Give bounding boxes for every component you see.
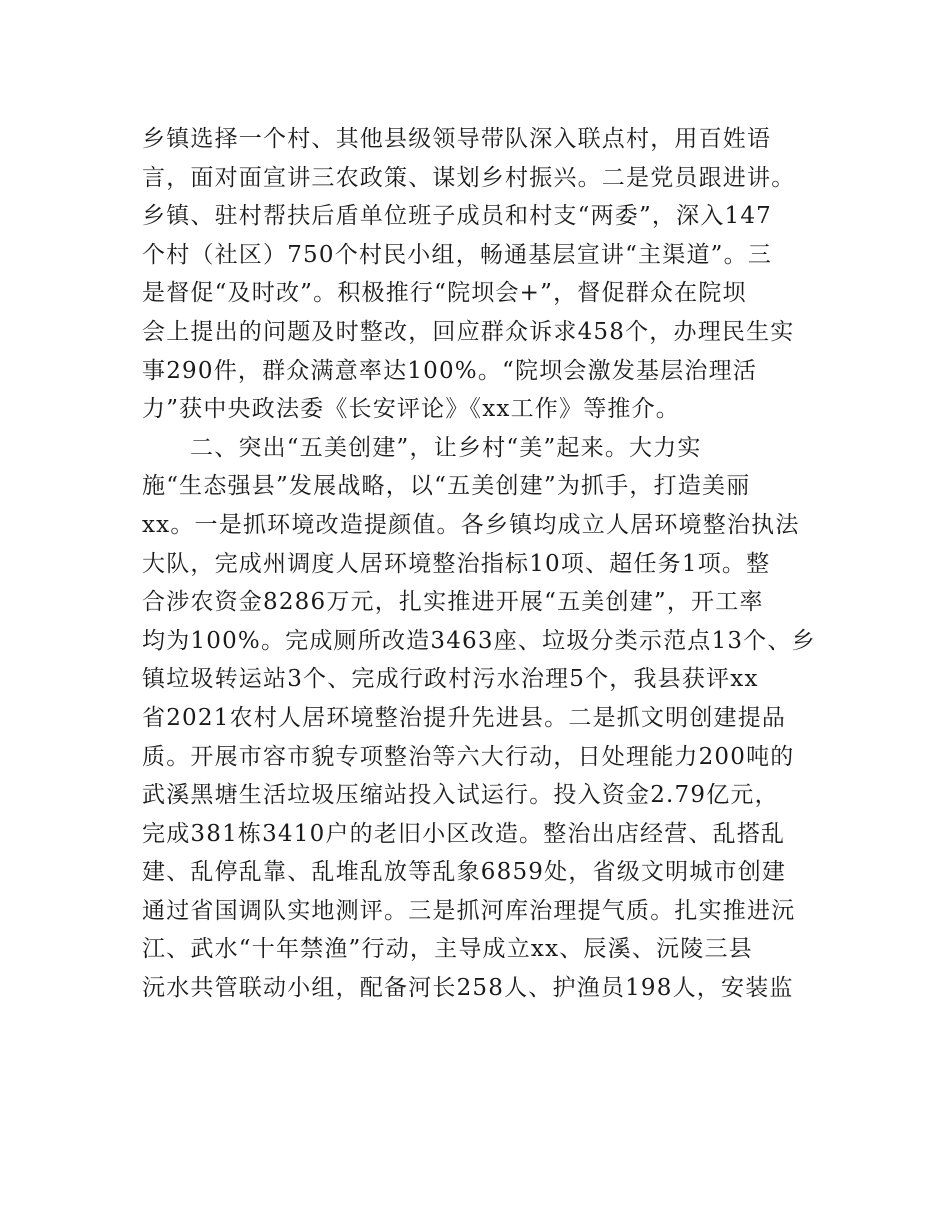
text-line: 会上提出的问题及时整改，回应群众诉求458个，办理民生实 [142,318,795,345]
text-line: 建、乱停乱靠、乱堆乱放等乱象6859处，省级文明城市创建 [142,859,787,886]
text-line: 镇垃圾转运站3个、完成行政村污水治理5个，我县获评xx [142,666,759,693]
text-line: 乡镇、驻村帮扶后盾单位班子成员和村支“两委”，深入147 [142,203,773,230]
text-line: 施“生态强县”发展战略，以“五美创建”为抓手，打造美丽 [142,473,751,500]
text-line: 力”获中央政法委《长安评论》《xx工作》等推介。 [142,396,681,423]
text-line: 大队，完成州调度人居环境整治指标10项、超任务1项。整 [142,550,771,577]
body-text [142,120,822,1008]
text-line: 完成381栋3410户的老旧小区改造。整治出店经营、乱搭乱 [142,820,786,847]
text-line: 江、武水“十年禁渔”行动，主导成立xx、辰溪、沅陵三县 [142,936,753,963]
text-line: 沅水共管联动小组，配备河长258人、护渔员198人，安装监 [142,975,794,1002]
text-line: 言，面对面宣讲三农政策、谋划乡村振兴。二是党员跟进讲。 [142,164,796,191]
text-line: 合涉农资金8286万元，扎实推进开展“五美创建”，开工率 [142,589,764,616]
text-line: 均为100%。完成厕所改造3463座、垃圾分类示范点13个、乡 [142,627,816,654]
text-line: 省2021农村人居环境整治提升先进县。二是抓文明创建提品 [142,704,787,731]
text-line: 质。开展市容市貌专项整治等六大行动，日处理能力200吨的 [142,743,795,770]
text-line: xx。一是抓环境改造提颜值。各乡镇均成立人居环境整治执法 [142,511,800,538]
text-line: 通过省国调队实地测评。三是抓河库治理提气质。扎实推进沅 [142,897,796,924]
text-line: 个村（社区）750个村民小组，畅通基层宣讲“主渠道”。三 [142,241,773,268]
text-line: 武溪黑塘生活垃圾压缩站投入试运行。投入资金2.79亿元， [142,782,779,809]
section-heading-line: 二、突出“五美创建”，让乡村“美”起来。大力实 [190,434,702,461]
text-line: 是督促“及时改”。积极推行“院坝会+”，督促群众在院坝 [142,280,747,307]
text-line: 事290件，群众满意率达100%。“院坝会激发基层治理活 [142,357,758,384]
text-line: 乡镇选择一个村、其他县级领导带队深入联点村，用百姓语 [142,126,772,152]
